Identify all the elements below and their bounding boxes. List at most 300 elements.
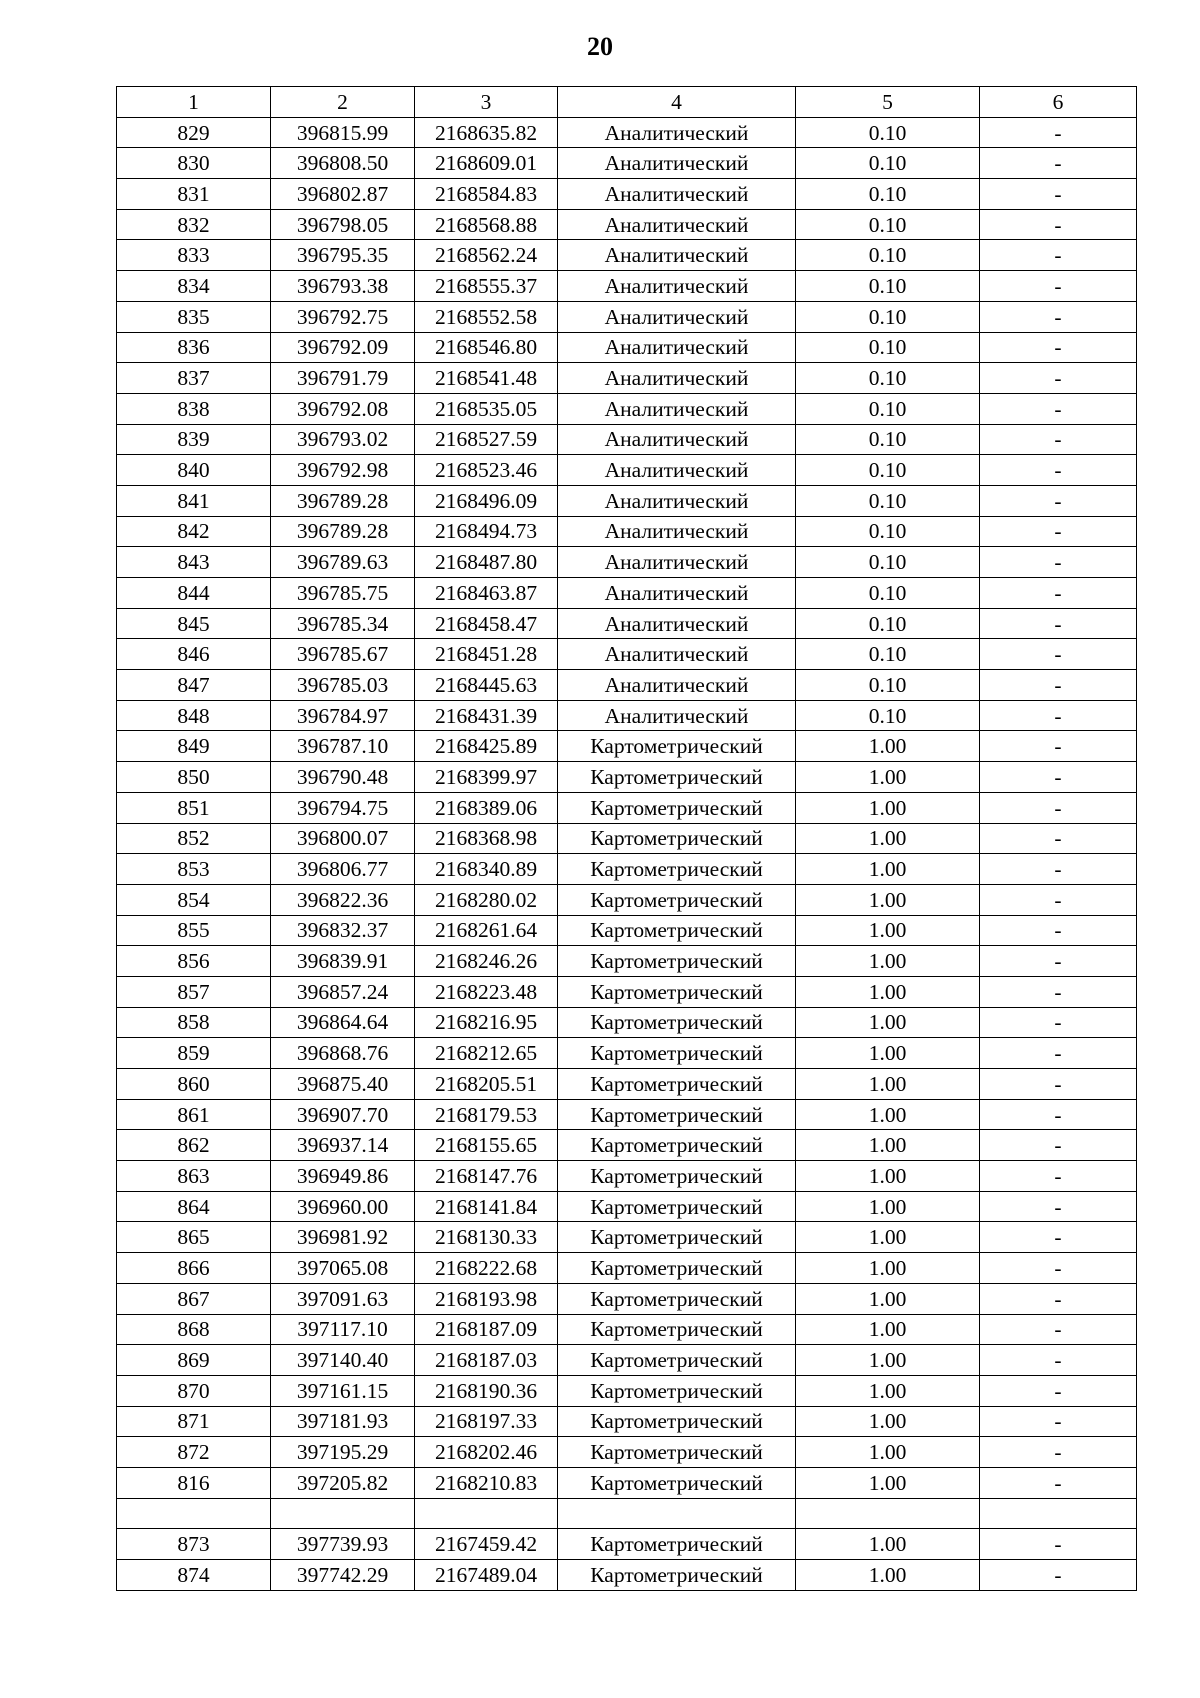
table-header-row (117, 87, 1137, 118)
cell-note: - (980, 271, 1137, 302)
table-row (117, 823, 1137, 854)
cell-x-coordinate: 396785.75 (271, 578, 415, 609)
cell-y-coordinate: 2168425.89 (415, 731, 558, 762)
column-header-4: 4 (558, 87, 796, 118)
cell-point-number: 865 (117, 1222, 271, 1253)
cell-method: Аналитический (558, 455, 796, 486)
cell-accuracy: 1.00 (796, 823, 980, 854)
cell-x-coordinate: 396937.14 (271, 1130, 415, 1161)
cell-accuracy: 1.00 (796, 1253, 980, 1284)
cell-point-number: 870 (117, 1375, 271, 1406)
cell-y-coordinate: 2168197.33 (415, 1406, 558, 1437)
cell-note: - (980, 393, 1137, 424)
cell-y-coordinate: 2168555.37 (415, 271, 558, 302)
cell-method: Аналитический (558, 148, 796, 179)
cell-point-number: 849 (117, 731, 271, 762)
cell-y-coordinate: 2168368.98 (415, 823, 558, 854)
cell-method: Аналитический (558, 209, 796, 240)
cell-note: - (980, 1406, 1137, 1437)
cell-x-coordinate: 397195.29 (271, 1437, 415, 1468)
cell-point-number: 834 (117, 271, 271, 302)
cell-note (980, 1498, 1137, 1529)
cell-method: Картометрический (558, 976, 796, 1007)
cell-note: - (980, 792, 1137, 823)
cell-y-coordinate: 2168223.48 (415, 976, 558, 1007)
cell-note: - (980, 670, 1137, 701)
cell-accuracy: 0.10 (796, 700, 980, 731)
cell-note: - (980, 1069, 1137, 1100)
table-row (117, 639, 1137, 670)
table-row (117, 1191, 1137, 1222)
cell-x-coordinate: 397205.82 (271, 1467, 415, 1498)
cell-accuracy: 0.10 (796, 332, 980, 363)
cell-y-coordinate: 2168562.24 (415, 240, 558, 271)
cell-method: Аналитический (558, 332, 796, 363)
cell-accuracy: 1.00 (796, 1099, 980, 1130)
cell-note: - (980, 1222, 1137, 1253)
table-row (117, 1099, 1137, 1130)
cell-x-coordinate: 396794.75 (271, 792, 415, 823)
cell-y-coordinate: 2168202.46 (415, 1437, 558, 1468)
column-header-2: 2 (271, 87, 415, 118)
cell-note: - (980, 455, 1137, 486)
cell-note: - (980, 332, 1137, 363)
cell-method: Аналитический (558, 578, 796, 609)
cell-method: Аналитический (558, 670, 796, 701)
cell-y-coordinate: 2168187.09 (415, 1314, 558, 1345)
cell-point-number: 841 (117, 485, 271, 516)
cell-method: Картометрический (558, 1253, 796, 1284)
cell-point-number: 846 (117, 639, 271, 670)
cell-y-coordinate: 2168546.80 (415, 332, 558, 363)
cell-y-coordinate: 2168494.73 (415, 516, 558, 547)
table-row (117, 976, 1137, 1007)
cell-x-coordinate: 396790.48 (271, 762, 415, 793)
cell-note: - (980, 1529, 1137, 1560)
cell-y-coordinate: 2168541.48 (415, 363, 558, 394)
cell-y-coordinate: 2168179.53 (415, 1099, 558, 1130)
cell-method: Картометрический (558, 1130, 796, 1161)
cell-method: Аналитический (558, 393, 796, 424)
table-row (117, 516, 1137, 547)
table-row (117, 332, 1137, 363)
table-row (117, 1253, 1137, 1284)
cell-x-coordinate: 396789.28 (271, 516, 415, 547)
table-row (117, 792, 1137, 823)
cell-method: Картометрический (558, 1529, 796, 1560)
cell-note: - (980, 1375, 1137, 1406)
cell-accuracy: 0.10 (796, 424, 980, 455)
cell-note: - (980, 179, 1137, 210)
cell-x-coordinate: 396960.00 (271, 1191, 415, 1222)
cell-x-coordinate: 396808.50 (271, 148, 415, 179)
cell-note: - (980, 1437, 1137, 1468)
cell-point-number: 874 (117, 1560, 271, 1591)
cell-accuracy: 1.00 (796, 1560, 980, 1591)
cell-accuracy: 0.10 (796, 363, 980, 394)
cell-note: - (980, 1283, 1137, 1314)
cell-y-coordinate: 2168584.83 (415, 179, 558, 210)
cell-accuracy: 1.00 (796, 1191, 980, 1222)
cell-y-coordinate: 2168280.02 (415, 884, 558, 915)
cell-x-coordinate: 396822.36 (271, 884, 415, 915)
cell-y-coordinate: 2168210.83 (415, 1467, 558, 1498)
cell-y-coordinate: 2168458.47 (415, 608, 558, 639)
table-row (117, 762, 1137, 793)
cell-note: - (980, 485, 1137, 516)
table-row (117, 1498, 1137, 1529)
table-row (117, 393, 1137, 424)
cell-accuracy: 1.00 (796, 884, 980, 915)
cell-method: Картометрический (558, 1069, 796, 1100)
cell-method: Картометрический (558, 823, 796, 854)
cell-point-number: 839 (117, 424, 271, 455)
table-row (117, 731, 1137, 762)
cell-note: - (980, 1467, 1137, 1498)
cell-method: Картометрический (558, 1161, 796, 1192)
coordinates-table (116, 86, 1137, 1591)
cell-point-number: 872 (117, 1437, 271, 1468)
table-row (117, 915, 1137, 946)
cell-y-coordinate: 2167459.42 (415, 1529, 558, 1560)
cell-y-coordinate: 2168463.87 (415, 578, 558, 609)
cell-x-coordinate: 396793.02 (271, 424, 415, 455)
cell-y-coordinate: 2168552.58 (415, 301, 558, 332)
cell-point-number: 863 (117, 1161, 271, 1192)
cell-point-number: 864 (117, 1191, 271, 1222)
cell-point-number: 833 (117, 240, 271, 271)
cell-note: - (980, 700, 1137, 731)
cell-method: Аналитический (558, 179, 796, 210)
cell-x-coordinate (271, 1498, 415, 1529)
cell-accuracy: 1.00 (796, 1222, 980, 1253)
cell-method: Картометрический (558, 1406, 796, 1437)
cell-note: - (980, 1560, 1137, 1591)
cell-accuracy: 1.00 (796, 1529, 980, 1560)
cell-x-coordinate: 396800.07 (271, 823, 415, 854)
cell-point-number: 859 (117, 1038, 271, 1069)
cell-accuracy: 0.10 (796, 179, 980, 210)
cell-point-number: 873 (117, 1529, 271, 1560)
cell-note: - (980, 424, 1137, 455)
cell-method: Аналитический (558, 608, 796, 639)
cell-point-number: 842 (117, 516, 271, 547)
cell-x-coordinate: 396907.70 (271, 1099, 415, 1130)
column-header-1: 1 (117, 87, 271, 118)
cell-accuracy (796, 1498, 980, 1529)
cell-x-coordinate: 396789.63 (271, 547, 415, 578)
table-row (117, 1467, 1137, 1498)
cell-x-coordinate: 396832.37 (271, 915, 415, 946)
cell-method: Картометрический (558, 1191, 796, 1222)
cell-note: - (980, 762, 1137, 793)
cell-point-number: 856 (117, 946, 271, 977)
cell-accuracy: 1.00 (796, 915, 980, 946)
cell-point-number: 858 (117, 1007, 271, 1038)
cell-y-coordinate: 2168261.64 (415, 915, 558, 946)
cell-accuracy: 0.10 (796, 117, 980, 148)
table-row (117, 1345, 1137, 1376)
cell-x-coordinate: 397091.63 (271, 1283, 415, 1314)
cell-x-coordinate: 396798.05 (271, 209, 415, 240)
cell-note: - (980, 301, 1137, 332)
cell-accuracy: 1.00 (796, 1283, 980, 1314)
cell-method: Аналитический (558, 117, 796, 148)
cell-x-coordinate: 396949.86 (271, 1161, 415, 1192)
cell-method: Аналитический (558, 363, 796, 394)
cell-point-number: 850 (117, 762, 271, 793)
cell-method: Картометрический (558, 1437, 796, 1468)
cell-point-number: 835 (117, 301, 271, 332)
table-row (117, 884, 1137, 915)
cell-note: - (980, 639, 1137, 670)
cell-note: - (980, 1161, 1137, 1192)
table-row (117, 1222, 1137, 1253)
cell-method: Аналитический (558, 547, 796, 578)
cell-y-coordinate: 2168535.05 (415, 393, 558, 424)
table-row (117, 363, 1137, 394)
table-row (117, 700, 1137, 731)
page-number: 20 (587, 32, 613, 61)
cell-accuracy: 0.10 (796, 393, 980, 424)
cell-note: - (980, 1314, 1137, 1345)
cell-note: - (980, 976, 1137, 1007)
cell-x-coordinate: 396806.77 (271, 854, 415, 885)
cell-accuracy: 1.00 (796, 1007, 980, 1038)
cell-point-number: 868 (117, 1314, 271, 1345)
cell-note: - (980, 1253, 1137, 1284)
cell-y-coordinate: 2168187.03 (415, 1345, 558, 1376)
cell-y-coordinate: 2168487.80 (415, 547, 558, 578)
cell-accuracy: 0.10 (796, 485, 980, 516)
table-row (117, 1375, 1137, 1406)
cell-note: - (980, 884, 1137, 915)
cell-accuracy: 1.00 (796, 946, 980, 977)
cell-note: - (980, 1038, 1137, 1069)
cell-x-coordinate: 396787.10 (271, 731, 415, 762)
table-row (117, 608, 1137, 639)
cell-method: Аналитический (558, 240, 796, 271)
cell-note: - (980, 823, 1137, 854)
cell-method: Картометрический (558, 915, 796, 946)
cell-x-coordinate: 396792.98 (271, 455, 415, 486)
table-row (117, 148, 1137, 179)
cell-y-coordinate: 2168399.97 (415, 762, 558, 793)
cell-point-number: 840 (117, 455, 271, 486)
cell-point-number (117, 1498, 271, 1529)
cell-x-coordinate: 397065.08 (271, 1253, 415, 1284)
cell-x-coordinate: 396792.08 (271, 393, 415, 424)
cell-y-coordinate: 2168451.28 (415, 639, 558, 670)
cell-y-coordinate: 2168205.51 (415, 1069, 558, 1100)
cell-note: - (980, 1130, 1137, 1161)
cell-y-coordinate: 2168147.76 (415, 1161, 558, 1192)
cell-point-number: 852 (117, 823, 271, 854)
cell-method: Аналитический (558, 271, 796, 302)
table-row (117, 301, 1137, 332)
cell-method: Аналитический (558, 700, 796, 731)
cell-accuracy: 1.00 (796, 1130, 980, 1161)
cell-point-number: 867 (117, 1283, 271, 1314)
cell-accuracy: 1.00 (796, 1038, 980, 1069)
cell-method: Картометрический (558, 1345, 796, 1376)
cell-note: - (980, 117, 1137, 148)
cell-method: Аналитический (558, 485, 796, 516)
column-header-5: 5 (796, 87, 980, 118)
cell-y-coordinate: 2168216.95 (415, 1007, 558, 1038)
cell-method: Аналитический (558, 639, 796, 670)
cell-accuracy: 0.10 (796, 209, 980, 240)
cell-point-number: 860 (117, 1069, 271, 1100)
cell-y-coordinate: 2168130.33 (415, 1222, 558, 1253)
cell-x-coordinate: 397140.40 (271, 1345, 415, 1376)
cell-y-coordinate: 2168609.01 (415, 148, 558, 179)
cell-accuracy: 1.00 (796, 1375, 980, 1406)
cell-method: Картометрический (558, 946, 796, 977)
cell-note: - (980, 946, 1137, 977)
cell-x-coordinate: 396815.99 (271, 117, 415, 148)
cell-x-coordinate: 397742.29 (271, 1560, 415, 1591)
cell-point-number: 832 (117, 209, 271, 240)
cell-accuracy: 1.00 (796, 1437, 980, 1468)
cell-method: Картометрический (558, 854, 796, 885)
cell-y-coordinate: 2168389.06 (415, 792, 558, 823)
table-row (117, 424, 1137, 455)
table-row (117, 1283, 1137, 1314)
cell-point-number: 845 (117, 608, 271, 639)
cell-x-coordinate: 396785.34 (271, 608, 415, 639)
cell-point-number: 843 (117, 547, 271, 578)
cell-x-coordinate: 396839.91 (271, 946, 415, 977)
cell-point-number: 816 (117, 1467, 271, 1498)
cell-method: Картометрический (558, 1038, 796, 1069)
cell-method: Картометрический (558, 1007, 796, 1038)
cell-y-coordinate: 2168527.59 (415, 424, 558, 455)
cell-x-coordinate: 396792.09 (271, 332, 415, 363)
cell-accuracy: 0.10 (796, 547, 980, 578)
cell-y-coordinate: 2168431.39 (415, 700, 558, 731)
cell-method: Аналитический (558, 516, 796, 547)
cell-x-coordinate: 396795.35 (271, 240, 415, 271)
cell-method: Картометрический (558, 1467, 796, 1498)
cell-y-coordinate: 2168212.65 (415, 1038, 558, 1069)
cell-note: - (980, 1191, 1137, 1222)
cell-x-coordinate: 396981.92 (271, 1222, 415, 1253)
cell-note: - (980, 148, 1137, 179)
cell-point-number: 838 (117, 393, 271, 424)
table-row (117, 117, 1137, 148)
cell-point-number: 837 (117, 363, 271, 394)
cell-method: Картометрический (558, 792, 796, 823)
cell-x-coordinate: 396793.38 (271, 271, 415, 302)
cell-method (558, 1498, 796, 1529)
table-row (117, 1406, 1137, 1437)
cell-x-coordinate: 396785.67 (271, 639, 415, 670)
cell-accuracy: 1.00 (796, 854, 980, 885)
table-row (117, 1130, 1137, 1161)
cell-x-coordinate: 396864.64 (271, 1007, 415, 1038)
cell-method: Картометрический (558, 1222, 796, 1253)
cell-note: - (980, 731, 1137, 762)
cell-accuracy: 0.10 (796, 578, 980, 609)
cell-x-coordinate: 397161.15 (271, 1375, 415, 1406)
table-row (117, 670, 1137, 701)
cell-y-coordinate (415, 1498, 558, 1529)
cell-point-number: 855 (117, 915, 271, 946)
table-row (117, 854, 1137, 885)
cell-x-coordinate: 396792.75 (271, 301, 415, 332)
cell-point-number: 869 (117, 1345, 271, 1376)
cell-y-coordinate: 2168141.84 (415, 1191, 558, 1222)
cell-point-number: 861 (117, 1099, 271, 1130)
cell-point-number: 854 (117, 884, 271, 915)
cell-accuracy: 0.10 (796, 240, 980, 271)
cell-x-coordinate: 396785.03 (271, 670, 415, 701)
cell-note: - (980, 1345, 1137, 1376)
cell-point-number: 853 (117, 854, 271, 885)
cell-accuracy: 1.00 (796, 792, 980, 823)
cell-note: - (980, 1099, 1137, 1130)
cell-note: - (980, 578, 1137, 609)
table-row (117, 455, 1137, 486)
cell-accuracy: 1.00 (796, 762, 980, 793)
cell-accuracy: 1.00 (796, 1467, 980, 1498)
cell-method: Картометрический (558, 884, 796, 915)
cell-method: Картометрический (558, 1560, 796, 1591)
cell-point-number: 871 (117, 1406, 271, 1437)
table-row (117, 946, 1137, 977)
cell-y-coordinate: 2168155.65 (415, 1130, 558, 1161)
cell-method: Картометрический (558, 762, 796, 793)
table-row (117, 1560, 1137, 1591)
cell-y-coordinate: 2168222.68 (415, 1253, 558, 1284)
cell-accuracy: 1.00 (796, 1069, 980, 1100)
cell-note: - (980, 240, 1137, 271)
cell-y-coordinate: 2168246.26 (415, 946, 558, 977)
cell-accuracy: 0.10 (796, 516, 980, 547)
cell-x-coordinate: 396791.79 (271, 363, 415, 394)
table-row (117, 1161, 1137, 1192)
table-row (117, 1069, 1137, 1100)
cell-y-coordinate: 2168523.46 (415, 455, 558, 486)
cell-x-coordinate: 396802.87 (271, 179, 415, 210)
column-header-3: 3 (415, 87, 558, 118)
table-row (117, 240, 1137, 271)
cell-method: Картометрический (558, 1314, 796, 1345)
cell-point-number: 862 (117, 1130, 271, 1161)
cell-accuracy: 1.00 (796, 1314, 980, 1345)
column-header-6: 6 (980, 87, 1137, 118)
cell-x-coordinate: 396868.76 (271, 1038, 415, 1069)
cell-point-number: 848 (117, 700, 271, 731)
table-row (117, 1314, 1137, 1345)
cell-point-number: 847 (117, 670, 271, 701)
cell-point-number: 866 (117, 1253, 271, 1284)
cell-point-number: 829 (117, 117, 271, 148)
cell-x-coordinate: 397181.93 (271, 1406, 415, 1437)
cell-y-coordinate: 2168496.09 (415, 485, 558, 516)
cell-y-coordinate: 2168568.88 (415, 209, 558, 240)
table-row (117, 547, 1137, 578)
cell-note: - (980, 608, 1137, 639)
cell-note: - (980, 547, 1137, 578)
cell-accuracy: 1.00 (796, 1161, 980, 1192)
cell-note: - (980, 363, 1137, 394)
cell-method: Картометрический (558, 1283, 796, 1314)
cell-point-number: 851 (117, 792, 271, 823)
cell-x-coordinate: 396784.97 (271, 700, 415, 731)
cell-accuracy: 0.10 (796, 271, 980, 302)
